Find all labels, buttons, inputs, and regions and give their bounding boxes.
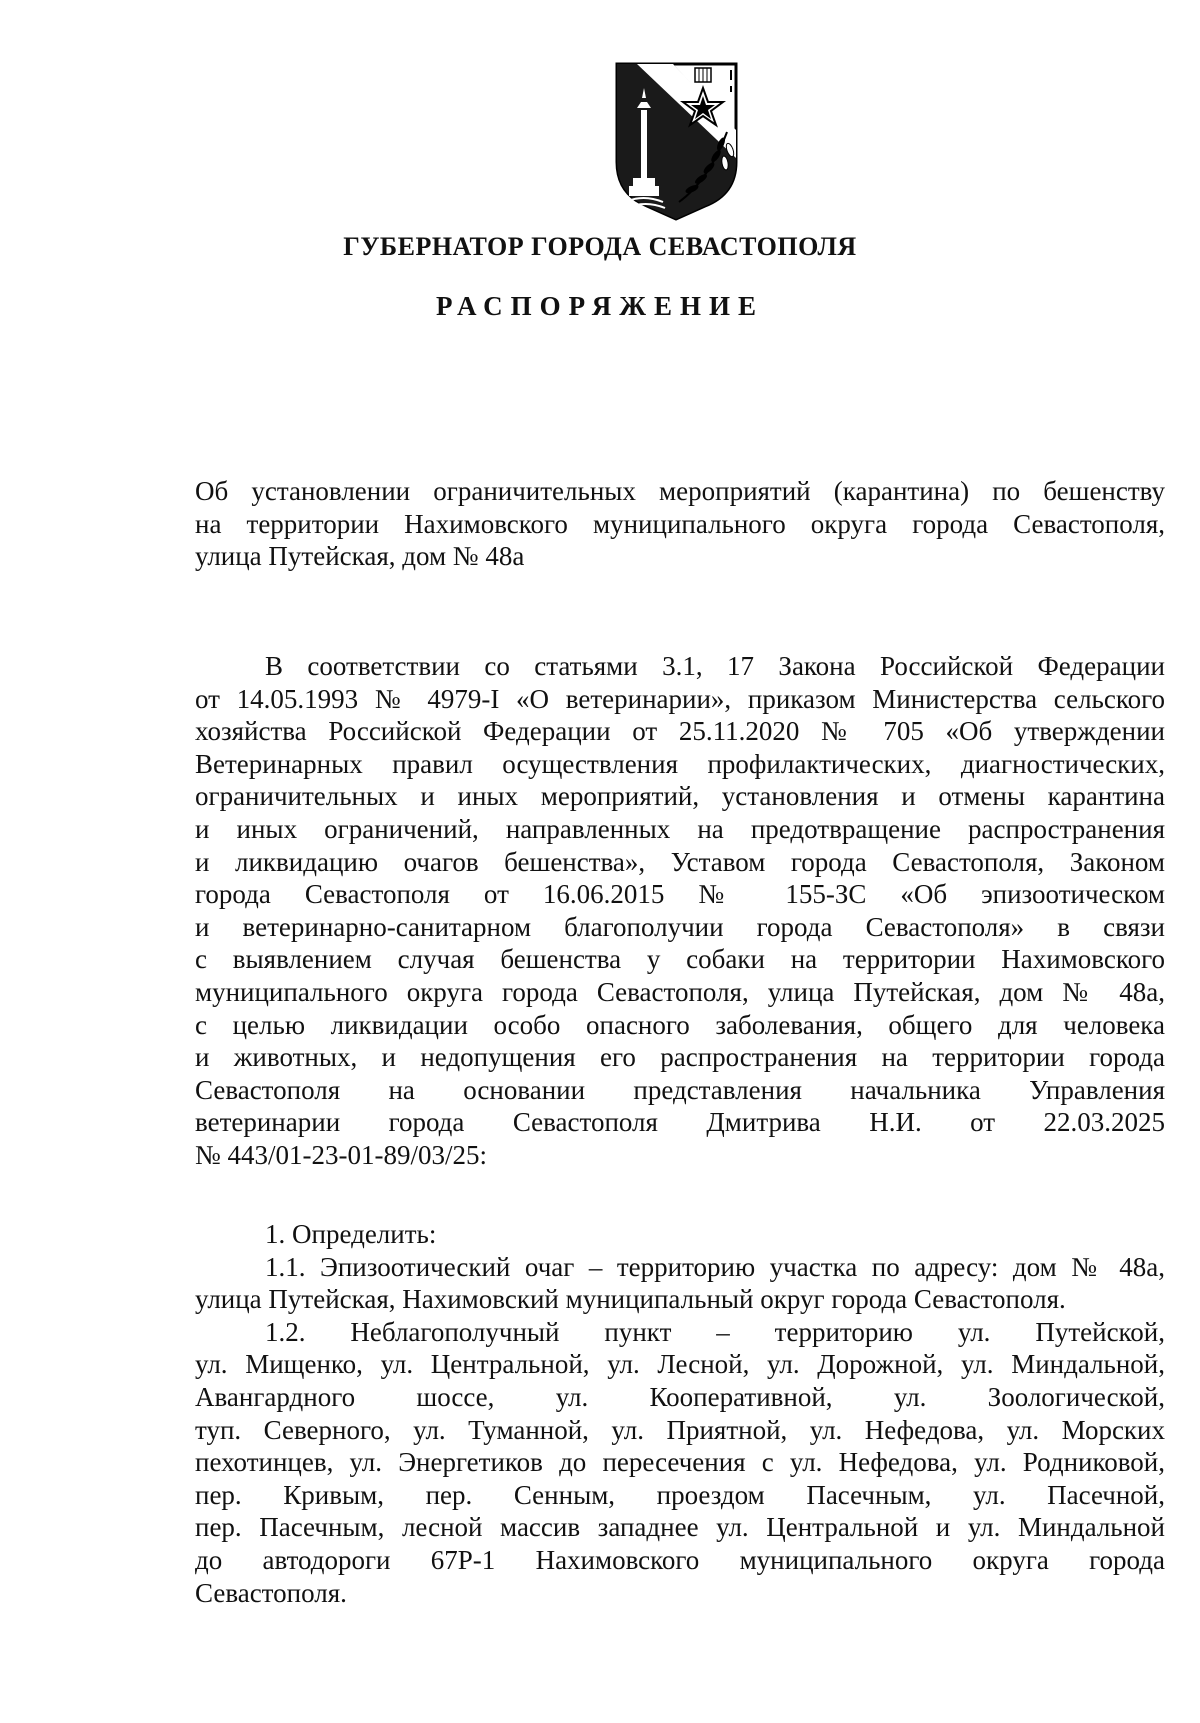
- preamble-line: и ликвидацию очагов бешенства», Уставом города Севастополя, Законом: [195, 846, 1165, 877]
- clauses-section: [195, 1218, 1165, 1609]
- preamble-paragraph: [195, 650, 1165, 1172]
- preamble-line: ветеринарии города Севастополя Дмитрива Н.И. от 22.03.2025: [195, 1107, 1165, 1138]
- preamble-line: от 14.05.1993 № 4979-I «О ветеринарии», приказом Министерства сельского: [195, 683, 1165, 714]
- preamble-line: № 443/01-23-01-89/03/25:: [195, 1139, 487, 1170]
- clause-1-2-line: туп. Северного, ул. Туманной, ул. Приятной, ул. Нефедова, ул. Морских: [195, 1414, 1165, 1445]
- preamble-line: В соответствии со статьями 3.1, 17 Закона Российской Федерации: [265, 651, 1165, 681]
- preamble-line: города Севастополя от 16.06.2015 № 155-ЗС «Об эпизоотическом: [195, 879, 1165, 910]
- subject-line: улица Путейская, дом № 48а: [195, 541, 525, 571]
- preamble-line: хозяйства Российской Федерации от 25.11.2020 № 705 «Об утверждении: [195, 716, 1165, 747]
- preamble-line: и животных, и недопущения его распространения на территории города: [195, 1042, 1165, 1073]
- sevastopol-coat-of-arms-icon: [613, 62, 740, 222]
- document-subject: [195, 475, 1165, 573]
- clause-1-2-line: Севастополя.: [195, 1577, 347, 1608]
- clause-1-2-line: пер. Кривым, пер. Сенным, проездом Пасечным, ул. Пасечной,: [195, 1479, 1165, 1510]
- issuing-authority: ГУБЕРНАТОР ГОРОДА СЕВАСТОПОЛЯ: [343, 232, 857, 261]
- subject-line: Об установлении ограничительных мероприятий (карантина) по бешенству: [195, 476, 1165, 506]
- preamble-line: с целью ликвидации особо опасного заболевания, общего для человека: [195, 1009, 1165, 1040]
- clause-1-2-line: пер. Пасечным, лесной массив западнее ул. Центральной и ул. Миндальной: [195, 1512, 1165, 1543]
- preamble-line: с выявлением случая бешенства у собаки на территории Нахимовского: [195, 944, 1165, 975]
- clause-1-2-line: до автодороги 67Р-1 Нахимовского муниципального округа города: [195, 1544, 1165, 1575]
- document-type: РАСПОРЯЖЕНИЕ: [435, 291, 765, 321]
- preamble-line: Севастополя на основании представления начальника Управления: [195, 1074, 1165, 1105]
- clause-1-heading: 1. Определить:: [265, 1219, 437, 1249]
- preamble-line: и ветеринарно-санитарном благополучии города Севастополя» в связи: [195, 911, 1165, 942]
- preamble-line: ограничительных и иных мероприятий, установления и отмены карантина: [195, 781, 1165, 812]
- clause-1-2-line: 1.2. Неблагополучный пункт – территорию ул. Путейской,: [265, 1316, 1165, 1347]
- preamble-line: муниципального округа города Севастополя, улица Путейская, дом № 48а,: [195, 976, 1165, 1007]
- clause-1-1-line: улица Путейская, Нахимовский муниципальный округ города Севастополя.: [195, 1284, 1066, 1315]
- clause-1-2-line: Авангардного шоссе, ул. Кооперативной, ул. Зоологической,: [195, 1381, 1165, 1412]
- clause-1-2-line: ул. Мищенко, ул. Центральной, ул. Лесной, ул. Дорожной, ул. Миндальной,: [195, 1349, 1165, 1380]
- preamble-line: и иных ограничений, направленных на предотвращение распространения: [195, 813, 1165, 844]
- subject-line: на территории Нахимовского муниципального округа города Севастополя,: [195, 508, 1165, 539]
- clause-1-1-line: 1.1. Эпизоотический очаг – территорию участка по адресу: дом № 48а,: [265, 1251, 1165, 1282]
- clause-1-2-line: пехотинцев, ул. Энергетиков до пересечения с ул. Нефедова, ул. Родниковой,: [195, 1447, 1165, 1478]
- preamble-line: Ветеринарных правил осуществления профилактических, диагностических,: [195, 748, 1165, 779]
